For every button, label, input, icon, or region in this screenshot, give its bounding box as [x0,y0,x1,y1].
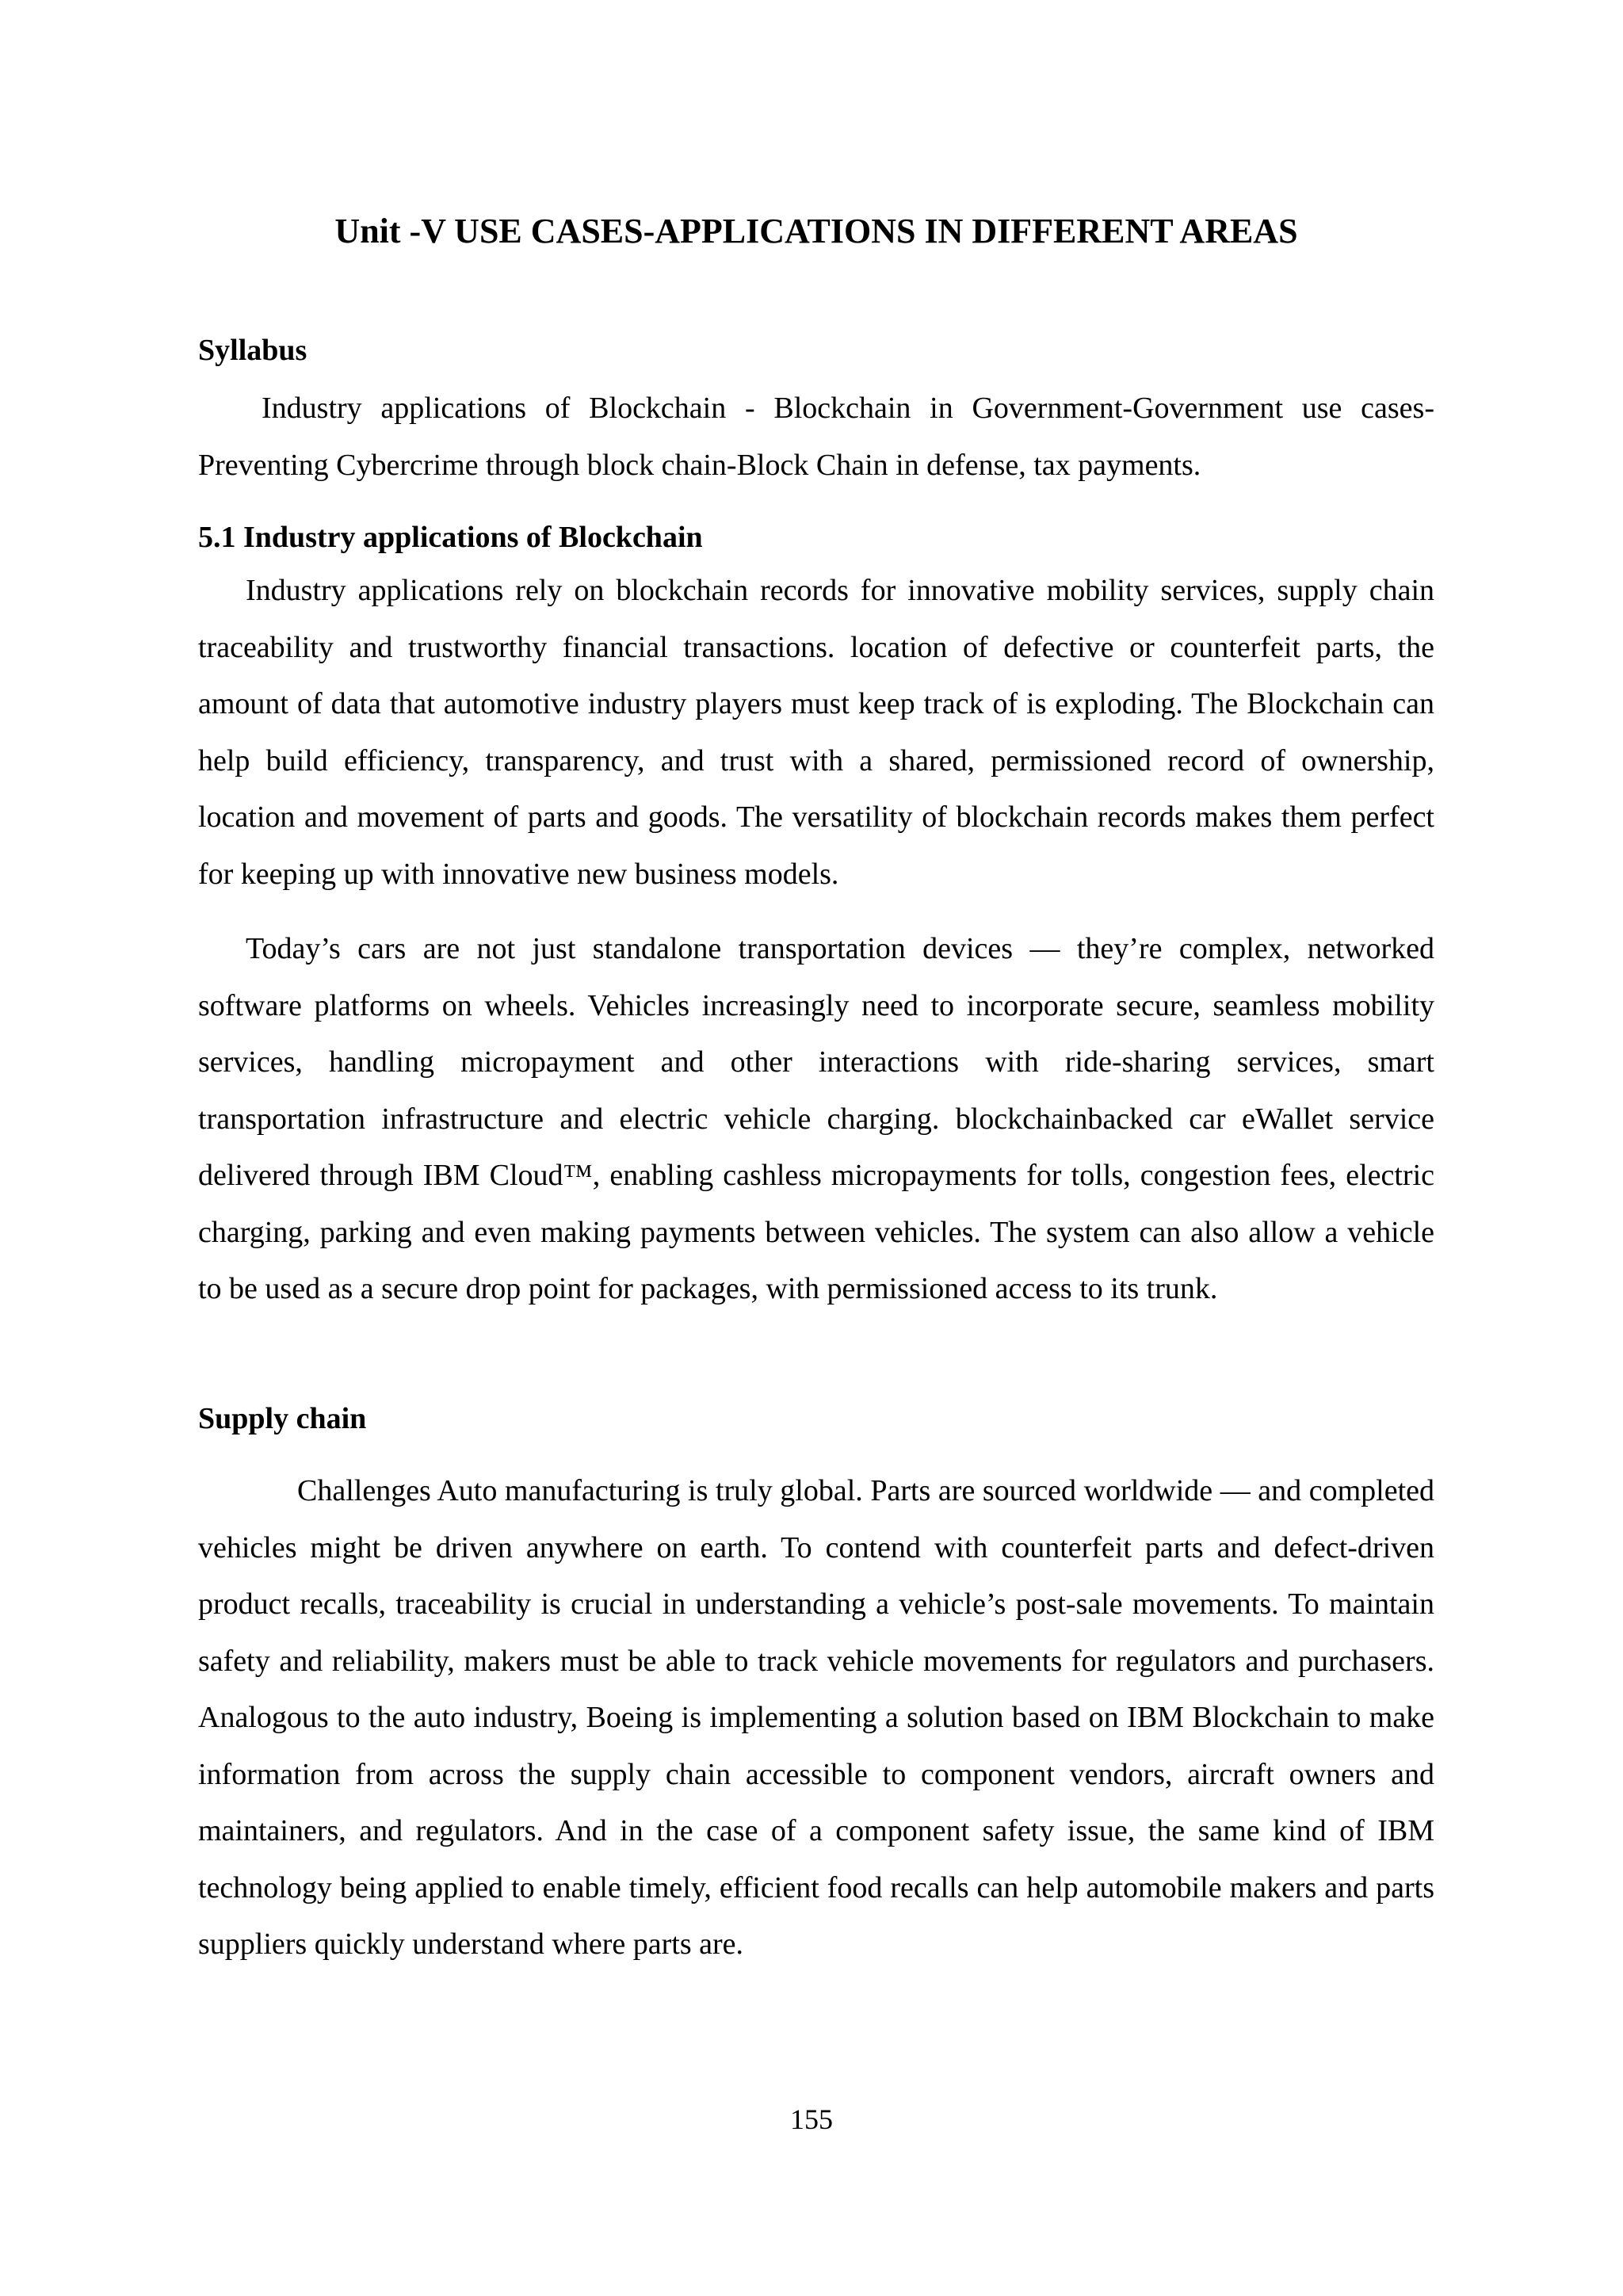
section-5-1-paragraph-1: Industry applications rely on blockchain records for innovative mobility services, supply chain traceability and trustworthy financial transactions. location of defective or counterfeit parts, the amount of data that automotive industry players must keep track of is exploding. The Blockchain can help build efficiency, transparency, and trust with a shared, permissioned record of ownership, location and movement of parts and goods. The versatility of blockchain records makes them perfect for keeping up with innovative new business models. [198,574,1434,891]
section-5-1-paragraph-2: Today’s cars are not just standalone transportation devices — they’re complex, networked software platforms on wheels. Vehicles increasingly need to incorporate secure, seamless mobility services, handling micropayment and other interactions with ride-sharing services, smart transportation infrastructure and electric vehicle charging. blockchainbacked car eWallet service delivered through IBM Cloud™, enabling cashless micropayments for tolls, congestion fees, electric charging, parking and even making payments between vehicles. The system can also allow a vehicle to be used as a secure drop point for packages, with permissioned access to its trunk. [198,932,1434,1305]
syllabus-heading: Syllabus [198,334,307,367]
page-number: 155 [790,2103,833,2135]
supply-chain-heading: Supply chain [198,1402,367,1435]
page-title: Unit -V USE CASES-APPLICATIONS IN DIFFERENT AREAS [334,212,1298,250]
supply-chain-paragraph: Challenges Auto manufacturing is truly global. Parts are sourced worldwide — and completed vehicles might be driven anywhere on earth. To contend with counterfeit parts and defect-driven product recalls, traceability is crucial in understanding a vehicle’s post-sale movements. To maintain safety and reliability, makers must be able to track vehicle movements for regulators and purchasers. Analogous to the auto industry, Boeing is implementing a solution based on IBM Blockchain to make information from across the supply chain accessible to component vendors, aircraft owners and maintainers, and regulators. And in the case of a component safety issue, the same kind of IBM technology being applied to enable timely, efficient food recalls can help automobile makers and parts suppliers quickly understand where parts are. [198,1474,1434,1961]
syllabus-text: Industry applications of Blockchain - Blockchain in Government-Government use cases-Preventing Cybercrime through block chain-Block Chain in defense, tax payments. [198,392,1434,482]
section-5-1-heading: 5.1 Industry applications of Blockchain [198,521,703,554]
